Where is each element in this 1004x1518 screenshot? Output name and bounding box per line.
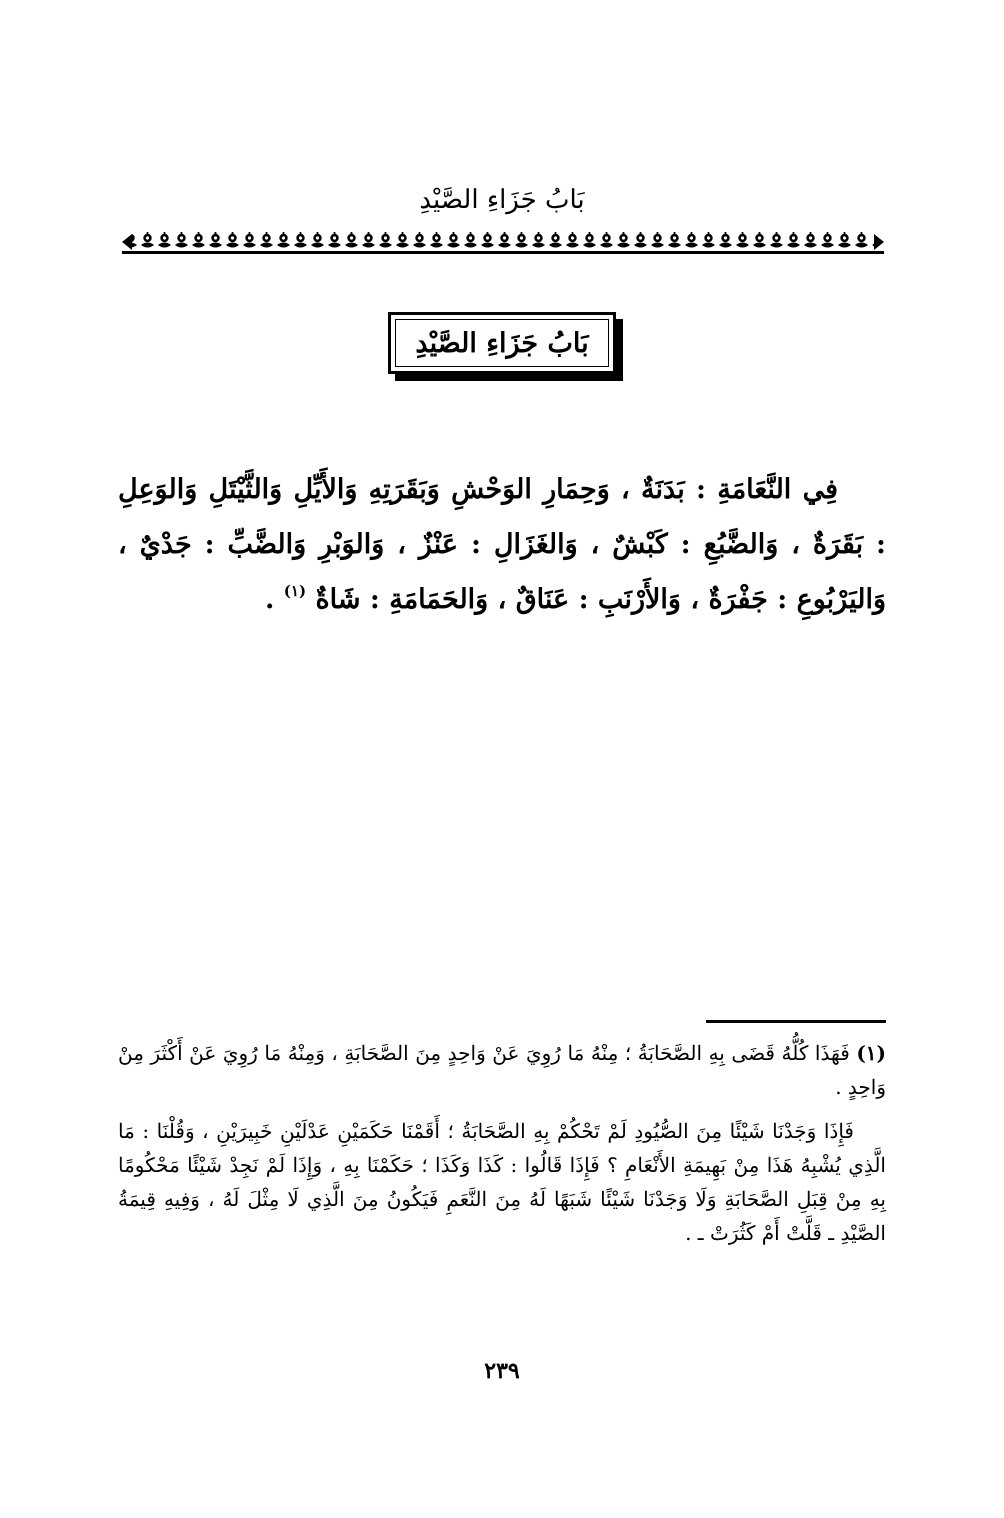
footnote-paragraph-2: فَإِذَا وَجَدْنَا شَيْئًا مِنَ الصُّيُودِ لَمْ تَحْكُمْ بِهِ الصَّحَابَةُ ؛ أَقَمْنَا حَكَمَيْنِ عَدْلَيْنِ خَبِيرَيْنِ ، وَقُلْنَا : مَا الَّذِي يُشْبِهُ هَذَا مِنْ بَهِيمَةِ الأَنْعَامِ ؟ فَإِذَا قَالُوا : كَذَا وَكَذَا ؛ حَكَمْنَا بِهِ ، وَإِذَا لَمْ نَجِدْ شَيْئًا مَحْكُومًا بِهِ مِنْ قِبَلِ الصَّحَابَةِ وَلَا وَجَدْنَا شَيْئًا شَبَهًا لَهُ مِنَ النَّعَمِ فَيَكُونُ مِنَ الَّذِي لَا مِثْلَ لَهُ ، وَفِيهِ قِيمَةُ الصَّيْدِ ـ قَلَّتْ أَمْ كَثُرَتْ ـ . <box>118 1119 887 1245</box>
footnote-separator <box>706 1020 886 1023</box>
main-text <box>118 462 886 627</box>
page-number: ٢٣٩ <box>484 1358 520 1384</box>
footnote-reference: (١) <box>283 582 307 600</box>
section-title: بَابُ جَزَاءِ الصَّيْدِ <box>415 327 589 359</box>
main-paragraph-end: . <box>264 584 284 615</box>
section-title-box <box>388 312 616 374</box>
footnote-1 <box>118 1036 886 1104</box>
footnotes <box>118 1036 886 1260</box>
footnote-1-continued <box>118 1114 886 1250</box>
footnote-number: (١) <box>856 1041 887 1065</box>
running-header: بَابُ جَزَاءِ الصَّيْدِ <box>419 185 585 215</box>
footnote-paragraph-1: فَهَذَا كُلُّهُ قَضَى بِهِ الصَّحَابَةُ ؛ مِنْهُ مَا رُوِيَ عَنْ وَاحِدٍ مِنَ الصَّحَابَةِ ، وَمِنْهُ مَا رُوِيَ عَنْ أَكْثَرَ مِنْ وَاحِدٍ . <box>118 1041 886 1099</box>
ornamental-border <box>122 230 884 254</box>
main-paragraph-text: فِي النَّعَامَةِ : بَدَنَةٌ ، وَحِمَارِ الوَحْشِ وَبَقَرَتِهِ وَالأَيِّلِ وَالثَّيْتَلِ وَالوَعِلِ : بَقَرَةٌ ، وَالضَّبُعِ : كَبْشٌ ، وَالغَزَالِ : عَنْزٌ ، وَالوَبْرِ وَالضَّبِّ : جَدْيٌ ، وَاليَرْبُوعِ : جَفْرَةٌ ، وَالأَرْنَبِ : عَنَاقٌ ، وَالحَمَامَةِ : شَاةٌ <box>118 474 886 615</box>
main-paragraph <box>118 462 886 627</box>
